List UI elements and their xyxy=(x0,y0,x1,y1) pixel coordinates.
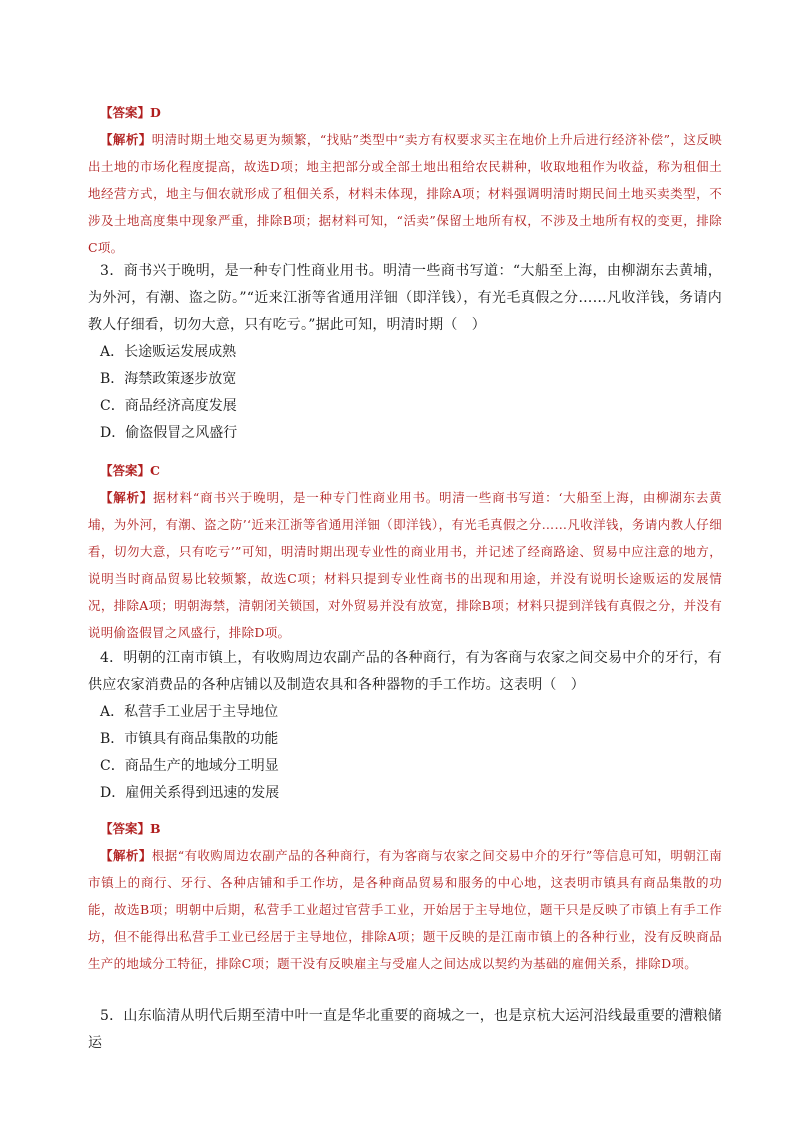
answer-block-q2 xyxy=(88,99,722,261)
option-a: A．私营手工业居于主导地位 xyxy=(100,704,279,720)
option-b: B．海禁政策逐步放宽 xyxy=(100,371,237,387)
question-stem: 3．商书兴于晚明，是一种专门性商业用书。明清一些商书写道：“大船至上海，由柳湖东去黄埔，为外河，有潮、盗之防。”“近来江浙等省通用洋钿（即洋钱），有光毛真假之分……凡收洋钱，务请内教人仔细看，切勿大意，只有吃亏。”据此可知，明清时期（ ） xyxy=(88,263,722,333)
answer-tag: 【答案】 xyxy=(100,821,151,836)
option-b: B．市镇具有商品集散的功能 xyxy=(100,731,279,747)
answer-tag: 【答案】 xyxy=(100,463,151,478)
analysis-paragraph xyxy=(88,842,722,977)
question-4 xyxy=(88,645,722,807)
analysis-text: 据材料“商书兴于晚明，是一种专门性商业用书。明清一些商书写道：‘大船至上海，由柳湖东去黄埔，为外河，有潮、盗之防’‘近来江浙等省通用洋钿（即洋钱），有光毛真假之分……凡收洋钱，务请内教人仔细看，切勿大意，只有吃亏’”可知，明清时期出现专业性的商业用书，并记述了经商路途、贸易中应注意的地方，说明当时商品贸易比较频繁，故选C项；材料只提到专业性商书的出现和用途，并没有说明长途贩运的发展情况，排除A项；明朝海禁，清朝闭关锁国，对外贸易并没有放宽，排除B项；材料只提到洋钱有真假之分，并没有说明偷盗假冒之风盛行，排除D项。 xyxy=(88,490,722,640)
answer-value: C xyxy=(150,463,160,478)
answer-line xyxy=(88,457,722,484)
option-d: D．雇佣关系得到迅速的发展 xyxy=(100,785,280,801)
option-a: A．长途贩运发展成熟 xyxy=(100,344,237,360)
option-list xyxy=(88,339,722,447)
analysis-tag: 【解析】 xyxy=(100,848,152,863)
analysis-paragraph xyxy=(88,484,722,646)
answer-value: D xyxy=(150,105,161,120)
answer-block-q3 xyxy=(88,457,722,646)
question-stem: 4．明朝的江南市镇上，有收购周边农副产品的各种商行，有为客商与农家之间交易中介的牙行，有供应农家消费品的各种店铺以及制造农具和各种器物的手工作坊。这表明（ ） xyxy=(88,650,722,693)
answer-line xyxy=(88,99,722,126)
option-d: D．偷盗假冒之风盛行 xyxy=(100,425,238,441)
analysis-paragraph xyxy=(88,126,722,261)
question-3 xyxy=(88,258,722,447)
option-c: C．商品经济高度发展 xyxy=(100,398,237,414)
answer-value: B xyxy=(150,821,161,836)
analysis-text: 根据“有收购周边农副产品的各种商行，有为客商与农家之间交易中介的牙行”等信息可知，明朝江南市镇上的商行、牙行、各种店铺和手工作坊，是各种商品贸易和服务的中心地，这表明市镇具有商品集散的功能，故选B项；明朝中后期，私营手工业超过官营手工业，开始居于主导地位，题干只是反映了市镇上有手工作坊，但不能得出私营手工业已经居于主导地位，排除A项；题干反映的是江南市镇上的各种行业，没有反映商品生产的地域分工特征，排除C项；题干没有反映雇主与受雇人之间达成以契约为基础的雇佣关系，排除D项。 xyxy=(88,848,722,971)
answer-tag: 【答案】 xyxy=(100,105,151,120)
option-list xyxy=(88,699,722,807)
analysis-text: 明清时期土地交易更为频繁，“找贴”类型中“卖方有权要求买主在地价上升后进行经济补偿”，这反映出土地的市场化程度提高，故选D项；地主把部分或全部土地出租给农民耕种，收取地租作为收益，称为租佃土地经营方式，地主与佃农就形成了租佃关系，材料未体现，排除A项；材料强调明清时期民间土地买卖类型，不涉及土地高度集中现象严重，排除B项；据材料可知，“活卖”保留土地所有权，不涉及土地所有权的变更，排除C项。 xyxy=(88,132,722,255)
option-c: C．商品生产的地域分工明显 xyxy=(100,758,279,774)
answer-line xyxy=(88,815,722,842)
analysis-tag: 【解析】 xyxy=(100,490,154,505)
question-5 xyxy=(88,1003,722,1057)
question-stem: 5．山东临清从明代后期至清中叶一直是华北重要的商城之一，也是京杭大运河沿线最重要的漕粮储运 xyxy=(88,1008,722,1051)
analysis-tag: 【解析】 xyxy=(100,132,152,147)
answer-block-q4 xyxy=(88,815,722,977)
